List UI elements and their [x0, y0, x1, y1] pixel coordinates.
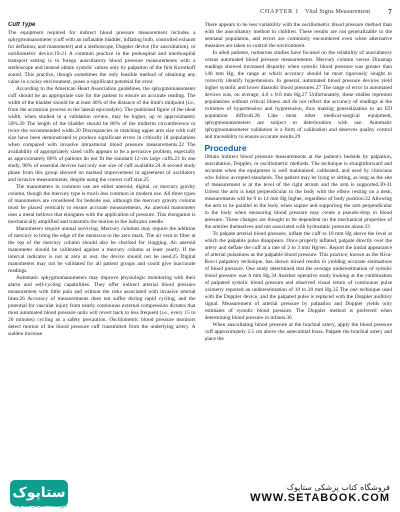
section-heading: Procedure: [204, 143, 247, 153]
paragraph: The equipment required for indirect blood pressure measurement includes a sphygmomanometer (cuff with an inflatable bladder, inflating bulb, controlled exhaust for deflation, and manometer) and a stethoscope, Doppler device (for auscultation), or oscillometric device.19-21 A common practice in the prehospital and interhospital transport setting is to forego auscultatory blood pressure measurements with a stethoscope and instead obtain systolic values only by palpation of the first Korotkoff sound. This practice, though sometimes the only feasible method of obtaining any value in a noisy environment, poses a significant potential for error.: [8, 30, 196, 85]
paragraph: Automatic sphygmomanometers may improve physiologic monitoring with their alarm and self-cycling capabilities. They offer indirect arterial blood pressure measurement with little pain and without the risks associated with invasive arterial lines.26 Accuracy of measurements does not suffer during rapid cycling, and the potential for vascular injury from nearly continuous external compression dictates that most automated blood pressure units will revert back to less frequent (i.e., every 15 to 20 minutes) cycling as a safety precaution. Oscillometric blood pressure monitors detect motion of the blood pressure cuff transmitted from the underlying artery. A sudden increase: [8, 275, 196, 337]
paragraph: The manometers in common use are either aneroid, digital, or mercury gravity column, though the mercury type is much less common in modern use. All three types of manometers are considered for bedside use, although the mercury gravity column must be placed vertically to ensure accurate measurements. An aneroid manometer uses a metal bellows that elongates with the application of pressure. This elongation is mechanically amplified and transmits the motion to the indicator needle.: [8, 184, 196, 225]
paragraph: In adult patients, numerous studies have focused on the reliability of auscultatory versus automated blood pressure measurements. Mercury column versus Dinamap readings showed increased disparity when systolic blood pressure was greater than 140 mm Hg, the range at which accuracy should be most rigorously sought to correctly identify hypertension. In general, automated blood pressure devices yield higher systolic and lower diastolic blood pressures.27 The range of error in automated devices was, on average, 4.0 ± 8.6 mm Hg.27 Unfortunately, these studies represent populations without critical illness and do not reflect the accuracy of readings at the extremes of hypertension and hypotension, thus making generalization to an ED population difficult.28 Like most other medical-surgical equipment, sphygmomanometers are subject to deterioration with use. Automatic sphygmomanometer validation is a form of calibration and deserves quality control and traceability to ensure accurate results.29: [204, 50, 392, 140]
store-url-link[interactable]: WWW.SETABOOK.COM: [250, 491, 390, 504]
chapter-title: Vital Signs Measurement: [305, 9, 371, 15]
right-column: [205, 22, 393, 472]
chapter-label: CHAPTER 1: [260, 9, 300, 15]
paragraph: There appears to be less variability with the oscillometric blood pressure method than with the auscultatory method in children. These results are not generalizable to the neonatal population, and errors are commonly encountered even when alternative measures are taken to control the environment.: [204, 22, 392, 49]
paragraph: Manometers require annual servicing. Mercury columns may require the addition of mercury to bring the edge of the meniscus to the zero mark. The air vent or filter at the top of the mercury column should also be checked for clogging. An aneroid manometer should be calibrated against a mercury column at least yearly. If the interval indicator is not at zero at rest, the device should not be used.25 Digital manometers may not be validated for all patient groups and could give inaccurate readings.: [8, 226, 196, 274]
paragraph: When auscultating blood pressure at the brachial artery, apply the blood pressure cuff approximately 2.5 cm above the antecubital fossa. Palpate the brachial artery and place the: [204, 322, 392, 342]
page-header: [8, 6, 392, 18]
paragraph: According to the American Heart Association guidelines, the sphygmomanometer cuff should be an appropriate size for the patient to ensure an accurate reading. The width of the bladder should be at least 40% of the distance of the limb's midpoint (i.e., from the acromion process to the lateral epicondyle). The published figure of the ideal width, when studied in a validation review, may be higher, up to approximately 50%.20 The length of the bladder should be 80% of the midterm circumference or twice the recommended width.20 Discrepancies in matching upper arm size with cuff size have been demonstrated to produce significant errors in critically ill populations when compared with invasive intraarterial blood pressure measurements.22 The availability of appropriately sized cuffs appears to be a pervasive problem, especially as approximately 80% of patients do not fit the standard 12-cm large cuffs.23 In one study, 90% of essential devices had only one size of cuff available.24 A second study phase from this group showed no marked improvement in agreement of oscillatory and invasive measurements, despite using the correct cuff size.25: [8, 86, 196, 183]
body-columns: [8, 22, 392, 472]
logo-mark: ستاپوک: [10, 480, 68, 506]
logo-subtext: فروشگاه اینترنتی ستاپوک: [14, 503, 68, 509]
paragraph: To palpate arterial blood pressure, inflate the cuff to 10 mm Hg above the level at which the palpable pulse disappears. Once properly inflated, palpate directly over the artery and deflate the cuff at a rate of 2 to 3 mm Hg/sec. Report the initial appearance of arterial pulsations as the palpable blood pressure. This practice, known as the Riva-Rocci palpatory technique, has shown mixed results in yielding accurate estimations of blood pressure. One study determined that the average underestimation of systolic blood pressure was 6 mm Hg.34 Another operative study looking at the combination of palpated systolic blood pressure and observed visual return of continuous pulse oximetry reported an underestimation of 10 to 20 mm Hg.35 The one technique used with the Doppler device, and the palpated pulse is replaced with the Doppler auditory signal. Measurement of arterial pressure by palpation and Doppler yields only estimates of systolic blood pressure. The Doppler method is preferred when determining blood pressure in infants.36: [204, 231, 392, 321]
footer-store-info: [250, 483, 390, 504]
store-name: فروشگاه کتاب پزشکی ستاپوک: [286, 482, 390, 492]
left-column: [8, 22, 196, 472]
paragraph: Obtain indirect blood pressure measurements at the patient's bedside by palpation, auscultation, Doppler, or oscillometric methods. The technique is straightforward and accurate when the equipment is well maintained, calibrated, and used by clinicians who follow accepted standards. The patient may be lying or sitting, as long as the site of measurement is at the level of the right atrium and the arm is supported.30-31 Unless the arm is kept perpendicular to the body with the elbow resting on a desk, measurements will be 9 to 14 mm Hg higher, regardless of body position.32 Allowing the arm to be parallel to the body when supine and supporting the arm perpendicular to the body when measuring blood pressure may create a pseudo-drop in blood pressure. These changes are thought to be dependent on the mechanical properties of the arteries themselves and not associated with hydrostatic pressure alone.33: [204, 154, 392, 230]
watermark-footer: [0, 474, 400, 512]
subsection-heading: Cuff Type: [8, 22, 36, 28]
page-number: 7: [388, 8, 392, 16]
